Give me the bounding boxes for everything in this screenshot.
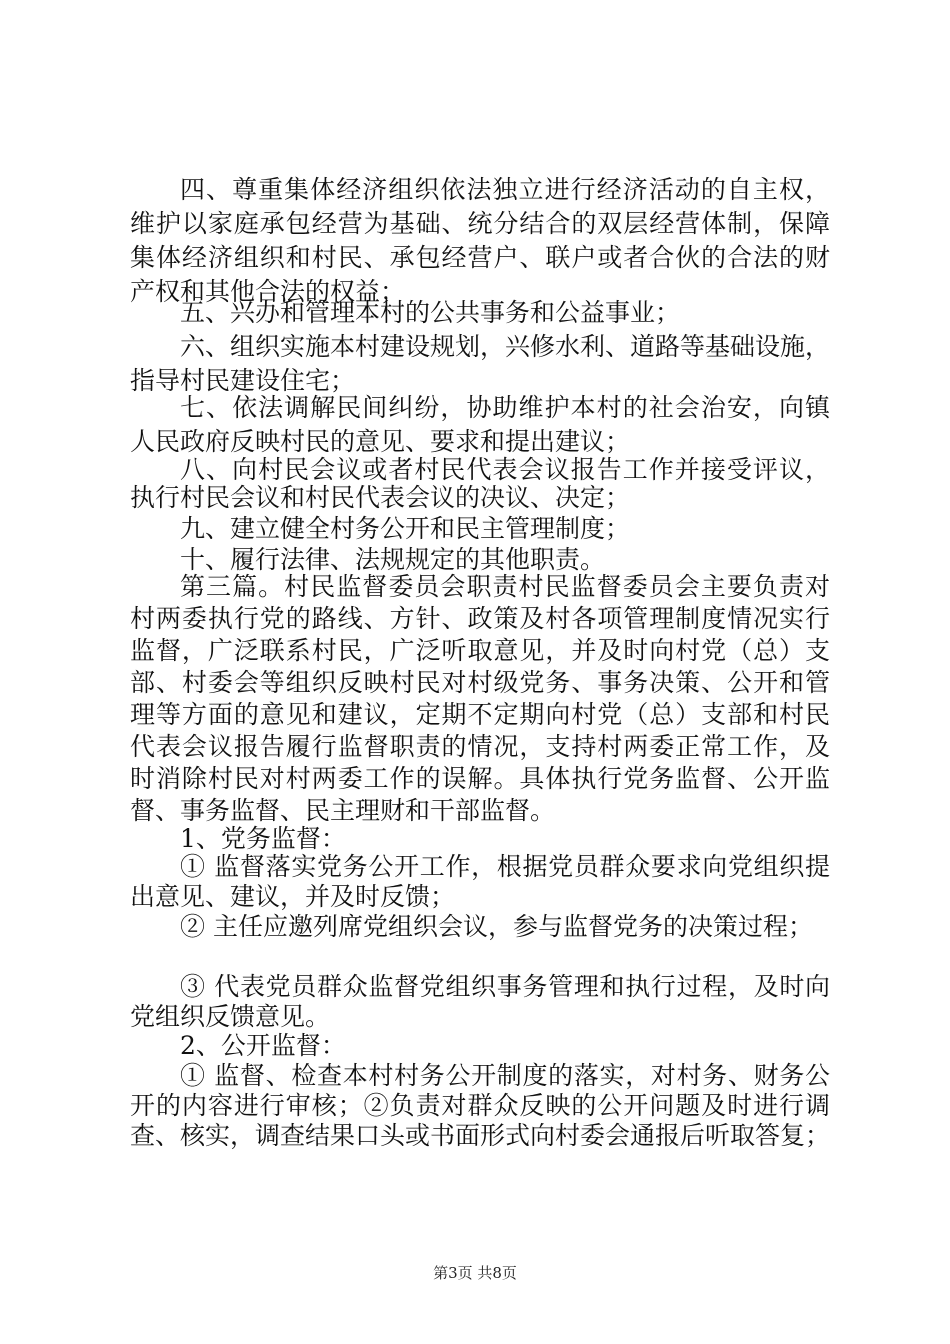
paragraph-line: 部、村委会等组织反映村民对村级党务、事务决策、公开和管 — [130, 668, 830, 697]
paragraph-line: 维护以家庭承包经营为基础、统分结合的双层经营体制，保障 — [130, 209, 830, 238]
paragraph-line: 六、组织实施本村建设规划，兴修水利、道路等基础设施， — [180, 332, 831, 361]
paragraph-line: 监督，广泛联系村民，广泛听取意见，并及时向村党（总）支 — [130, 636, 830, 665]
section-heading: 1、党务监督： — [180, 824, 346, 853]
section-heading: 2、公开监督： — [180, 1031, 346, 1060]
paragraph-line: 代表会议报告履行监督职责的情况，支持村两委正常工作，及 — [130, 732, 830, 761]
paragraph-line: 九、建立健全村务公开和民主管理制度； — [180, 514, 631, 543]
paragraph-line: 四、尊重集体经济组织依法独立进行经济活动的自主权， — [180, 175, 830, 204]
paragraph-line: 产权和其他合法的权益； — [130, 277, 406, 306]
page-number: 第3页 共8页 — [433, 1264, 517, 1282]
paragraph-line: 党组织反馈意见。 — [130, 1002, 331, 1031]
paragraph-line: 十、履行法律、法规规定的其他职责。 — [180, 545, 606, 574]
paragraph-line: ① 监督、检查本村村务公开制度的落实，对村务、财务公 — [180, 1061, 830, 1090]
paragraph-line: 督、事务监督、民主理财和干部监督。 — [130, 796, 556, 825]
paragraph-line: 第三篇。村民监督委员会职责村民监督委员会主要负责对 — [180, 572, 830, 601]
paragraph-line: 村两委执行党的路线、方针、政策及村各项管理制度情况实行 — [130, 604, 830, 633]
paragraph-line: 七、依法调解民间纠纷，协助维护本村的社会治安，向镇 — [180, 393, 830, 422]
paragraph-line: 理等方面的意见和建议，定期不定期向村党（总）支部和村民 — [130, 700, 830, 729]
paragraph-line: 人民政府反映村民的意见、要求和提出建议； — [130, 427, 631, 456]
paragraph-line: ② 主任应邀列席党组织会议，参与监督党务的决策过程； — [180, 912, 813, 941]
paragraph-line: 开的内容进行审核；②负责对群众反映的公开问题及时进行调 — [130, 1091, 830, 1120]
paragraph-line: 八、向村民会议或者村民代表会议报告工作并接受评议， — [180, 455, 830, 484]
paragraph-line: 查、核实，调查结果口头或书面形式向村委会通报后听取答复； — [130, 1121, 831, 1150]
paragraph-line: 指导村民建设住宅； — [130, 366, 356, 395]
paragraph-line: 出意见、建议，并及时反馈； — [130, 882, 456, 911]
paragraph-line: ① 监督落实党务公开工作，根据党员群众要求向党组织提 — [180, 852, 830, 881]
paragraph-line: 五、兴办和管理本村的公共事务和公益事业； — [180, 298, 681, 327]
paragraph-line: ③ 代表党员群众监督党组织事务管理和执行过程，及时向 — [180, 972, 830, 1001]
paragraph-line: 集体经济组织和村民、承包经营户、联户或者合伙的合法的财 — [130, 243, 830, 272]
paragraph-line: 时消除村民对村两委工作的误解。具体执行党务监督、公开监 — [130, 764, 830, 793]
paragraph-line: 执行村民会议和村民代表会议的决议、决定； — [130, 483, 631, 512]
